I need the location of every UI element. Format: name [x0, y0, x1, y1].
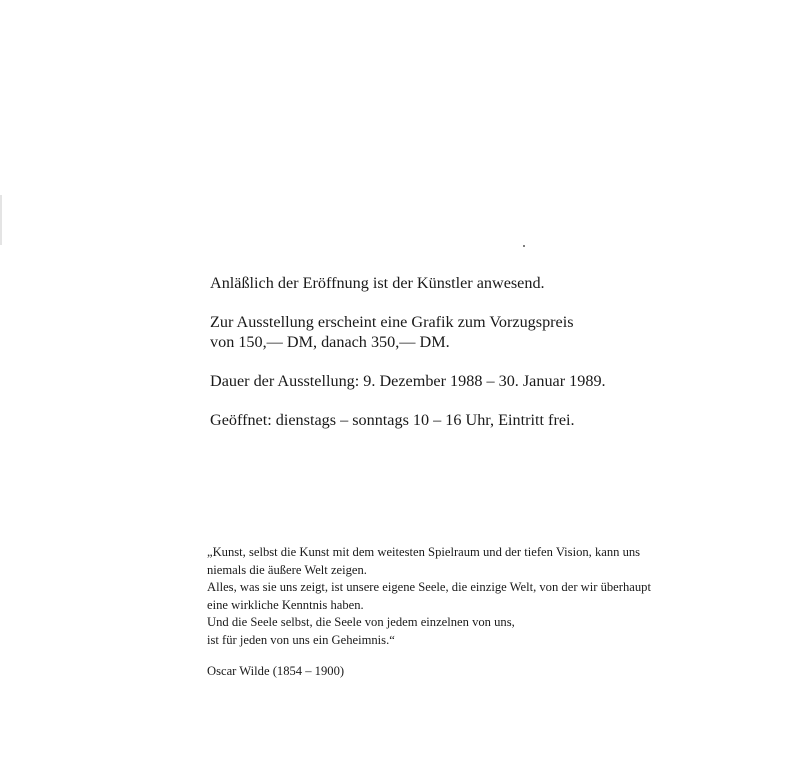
quote-line: niemals die äußere Welt zeigen.	[207, 562, 367, 577]
graphic-offer-text: Zur Ausstellung erscheint eine Grafik zum Vorzugspreis	[210, 313, 574, 331]
wilde-quote	[207, 544, 767, 681]
opening-hours-text: Geöffnet: dienstags – sonntags 10 – 16 Uhr, Eintritt frei.	[210, 411, 575, 429]
artist-present-text: Anläßlich der Eröffnung ist der Künstler anwesend.	[210, 274, 545, 292]
exhibition-announcements	[210, 273, 770, 430]
print-speck	[523, 245, 525, 247]
quote-line: ist für jeden von uns ein Geheimnis.“	[207, 632, 395, 647]
quote-line: Alles, was sie uns zeigt, ist unsere eigene Seele, die einzige Welt, von der wir überhaupt	[207, 580, 651, 594]
graphic-price-text: von 150,— DM, danach 350,— DM.	[210, 333, 450, 351]
exhibition-duration-text: Dauer der Ausstellung: 9. Dezember 1988 – 30. Januar 1989.	[210, 372, 606, 390]
quote-line: eine wirkliche Kenntnis haben.	[207, 597, 364, 612]
quote-line: „Kunst, selbst die Kunst mit dem weitesten Spielraum und der tiefen Vision, kann uns	[207, 545, 641, 559]
page-edge-mark	[0, 195, 2, 245]
quote-line: Und die Seele selbst, die Seele von jedem einzelnen von uns,	[207, 615, 515, 629]
quote-attribution: Oscar Wilde (1854 – 1900)	[207, 664, 345, 678]
